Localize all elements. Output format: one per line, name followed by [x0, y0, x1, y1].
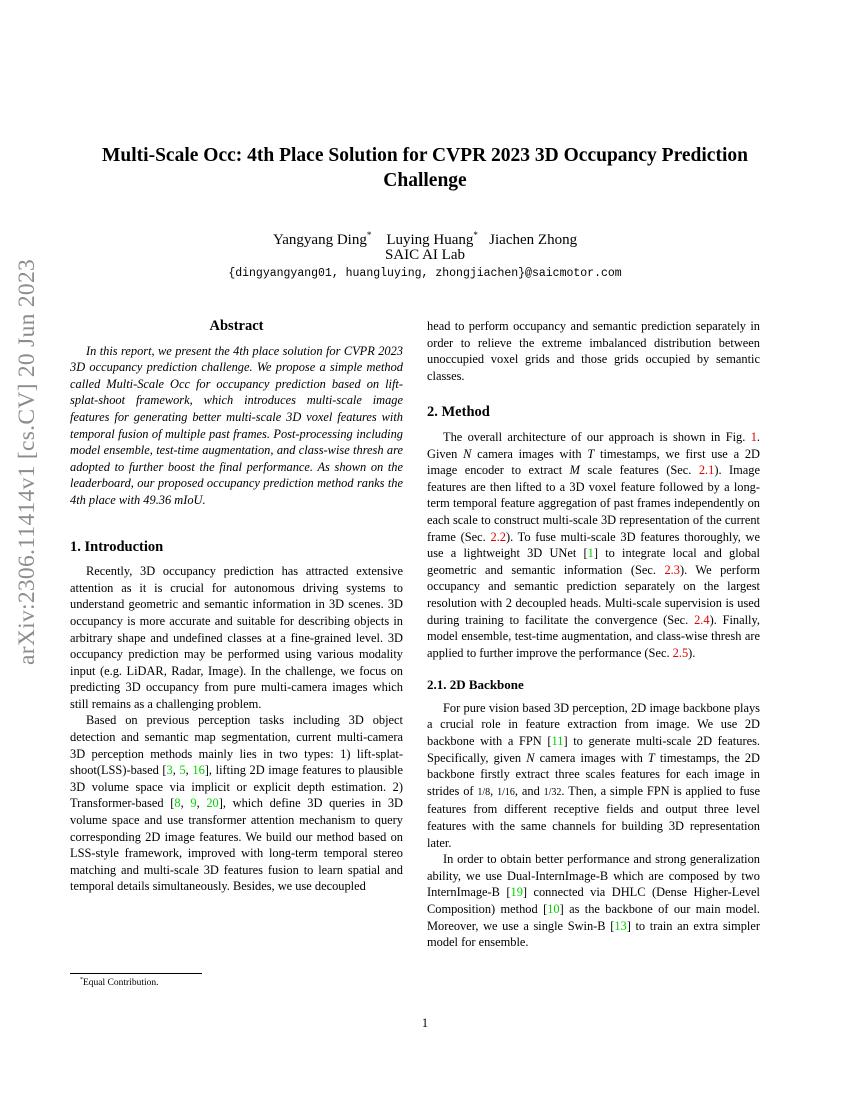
cross-reference-link[interactable]: 2.5: [672, 645, 689, 660]
method-sections: [427, 318, 760, 951]
footnote-text: Equal Contribution.: [83, 978, 159, 989]
text-run: ). We perform occupancy and semantic prediction separately on the largest resolution with 2 decoupled heads. Multi-scale supervision is used during training to facilitate the convergence (Sec.: [427, 562, 760, 627]
cross-reference-link[interactable]: 2.1: [698, 463, 715, 478]
text-run: ,: [172, 763, 180, 778]
text-run: scale features (Sec.: [579, 463, 699, 478]
equal-contribution-mark: *: [473, 230, 478, 240]
text-run: ,: [185, 763, 193, 778]
text-run: ). Finally, model ensemble, test-time augmentation, and class-wise thresh are applied to further improve the performance (Sec.: [427, 612, 760, 660]
text-run: head to perform occupancy and semantic prediction separately in order to relieve the extreme imbalanced distribution between unoccupied voxel grids and those grids occupied by semantic classes.: [427, 319, 760, 383]
fraction: 1/16: [497, 786, 515, 798]
citation-link[interactable]: 20: [206, 796, 219, 811]
text-run: The overall architecture of our approach is shown in Fig.: [443, 429, 751, 444]
paragraph: [427, 851, 760, 951]
text-run: camera images with: [471, 446, 588, 461]
citation-link[interactable]: 5: [179, 763, 186, 778]
text-run: . Then, a simple FPN is applied to fuse features from different receptive fields and output three level features with the same channels for building 3D representation later.: [427, 783, 761, 850]
text-run: ] to integrate local and global geometric and semantic information (Sec.: [427, 546, 760, 577]
text-run: ], lifting 2D image features to plausible 3D volume space via implicit or explicit depth estimation. 2) Transformer-based [: [70, 763, 403, 811]
text-run: timestamps, we first use a 2D image encoder to extract: [427, 446, 760, 478]
text-run: ] to generate multi-scale 2D features. Specifically, given: [427, 734, 760, 765]
text-run: . Given: [427, 429, 760, 461]
cross-reference-link[interactable]: 2.4: [694, 612, 710, 627]
author-name: Jiachen Zhong: [489, 232, 578, 248]
section: [427, 677, 760, 951]
text-run: Recently, 3D occupancy prediction has attracted extensive attention as it is crucial for autonomous driving systems to understand geometric and semantic information in 3D scenes. 3D occupancy is more accurate and suitable for describing objects in arbitrary shape and undefined classes at a fine-grained level. 3D occupancy prediction may be performed using various modality input (e.g. LiDAR, Radar, Image). In the challenge, we focus on predicting 3D occupancy from pure multi-camera images which still remains as a challenging problem.: [70, 564, 403, 711]
section-heading: 2. Method: [427, 404, 490, 421]
text-run: ). To fuse multi-scale 3D features thoroughly, we use a lightweight 3D UNet [: [427, 529, 760, 561]
citation-link[interactable]: 16: [192, 763, 205, 778]
section: [427, 404, 760, 661]
right-column: [427, 318, 760, 951]
text-run: Based on previous perception tasks including 3D object detection and semantic map segmentation, current multi-camera 3D perception methods mainly lies in two types: 1) lift-splat-shoot(LSS)-based [: [70, 713, 403, 778]
math-symbol: T: [587, 446, 595, 461]
footnote: [80, 977, 158, 988]
text-run: ], which define 3D queries in 3D volume space and use transformer attention mechanism to query corresponding 2D image features. We build our method based on LSS-style framework, improved with long-term temporal stereo matching and multi-scale 3D features fusion to learn spatial and temporal details simultaneously. Besides, we use decoupled: [70, 796, 403, 894]
citation-link[interactable]: 13: [614, 918, 627, 933]
left-column: [70, 318, 403, 895]
author-name: Luying Huang: [386, 232, 474, 248]
section: [70, 539, 403, 895]
citation-link[interactable]: 8: [174, 796, 181, 811]
text-run: In order to obtain better performance and strong generalization ability, we use Dual-InternImage-B which are composed by two InternImage-B [: [427, 852, 760, 900]
abstract-section: [70, 318, 403, 509]
math-symbol: N: [463, 446, 472, 461]
paragraph: [427, 700, 760, 851]
text-run: ). Image features are then lifted to a 3D voxel feature followed by a long-term temporal feature aggregation of past frames independently on each scale to construct multi-scale 3D representation of the current frame (Sec.: [427, 463, 760, 544]
fraction: 1/8: [477, 786, 491, 798]
footnote-divider: [70, 973, 202, 974]
equal-contribution-mark: *: [366, 230, 372, 240]
page-number: 1: [421, 1016, 429, 1030]
text-run: ] connected via DHLC (Dense Higher-Level Composition) method [: [427, 885, 760, 916]
abstract-heading: Abstract: [209, 318, 264, 334]
author-emails: {dingyangyang01, huangluying, zhongjiachen}@saicmotor.com: [228, 267, 622, 280]
introduction-section: [70, 539, 403, 895]
paper-title: Multi-Scale Occ: 4th Place Solution for CVPR 2023 3D Occupancy Prediction Challenge: [102, 145, 748, 191]
section-heading: 2.1. 2D Backbone: [427, 677, 524, 693]
paragraph: [70, 563, 403, 712]
paragraph: [427, 318, 760, 384]
text-run: camera images with: [534, 750, 648, 765]
paragraph: [427, 429, 760, 661]
cross-reference-link[interactable]: 1: [750, 429, 757, 444]
citation-link[interactable]: 19: [510, 885, 523, 900]
citation-link[interactable]: 11: [551, 734, 564, 749]
section: [427, 318, 760, 384]
author-name: Yangyang Ding: [272, 232, 367, 248]
section-heading: 1. Introduction: [70, 538, 164, 555]
math-symbol: M: [569, 463, 580, 478]
text-run: ] as the backbone of our main model. Moreover, we use a single Swin-B [: [427, 902, 760, 933]
fraction: 1/32: [543, 786, 562, 798]
text-run: For pure vision based 3D perception, 2D image backbone plays a crucial role in feature extraction from image. We use 2D backbone with a FPN [: [427, 700, 760, 749]
text-run: timestamps, the 2D backbone firstly extract three scales features for each image in strides of: [427, 750, 760, 798]
affiliation: SAIC AI Lab: [385, 247, 465, 263]
cross-reference-link[interactable]: 2.2: [490, 529, 506, 544]
footnote-mark: *: [80, 977, 83, 983]
arxiv-stamp: arXiv:2306.11414v1 [cs.CV] 20 Jun 2023: [14, 258, 40, 665]
cross-reference-link[interactable]: 2.3: [664, 562, 680, 577]
text-run: ,: [180, 796, 191, 811]
text-run: ,: [490, 783, 498, 798]
math-symbol: T: [647, 750, 655, 765]
paragraph: [70, 712, 403, 895]
text-run: ] to train an extra simpler model for ensemble.: [427, 918, 760, 950]
citation-link[interactable]: 10: [547, 902, 560, 916]
abstract-text: In this report, we present the 4th place solution for CVPR 2023 3D occupancy prediction challenge. We propose a simple method called Multi-Scale Occ for occupancy prediction based on lift-splat-shoot framework, which introduces multi-scale image features for generating better multi-scale 3D voxel features with temporal fusion of multiple past frames. Post-processing including model ensemble, test-time augmentation, and class-wise thresh are adopted to further boost the final performance. As shown on the leaderboard, our proposed occupancy prediction method ranks the 4th place with 49.36 mIoU.: [70, 343, 403, 507]
math-symbol: N: [526, 750, 535, 765]
citation-link[interactable]: 9: [190, 796, 197, 811]
text-run: , and: [514, 783, 544, 798]
text-run: ,: [196, 796, 207, 811]
citation-link[interactable]: 3: [166, 763, 173, 778]
text-run: ).: [688, 645, 696, 660]
citation-link[interactable]: 1: [587, 546, 594, 561]
